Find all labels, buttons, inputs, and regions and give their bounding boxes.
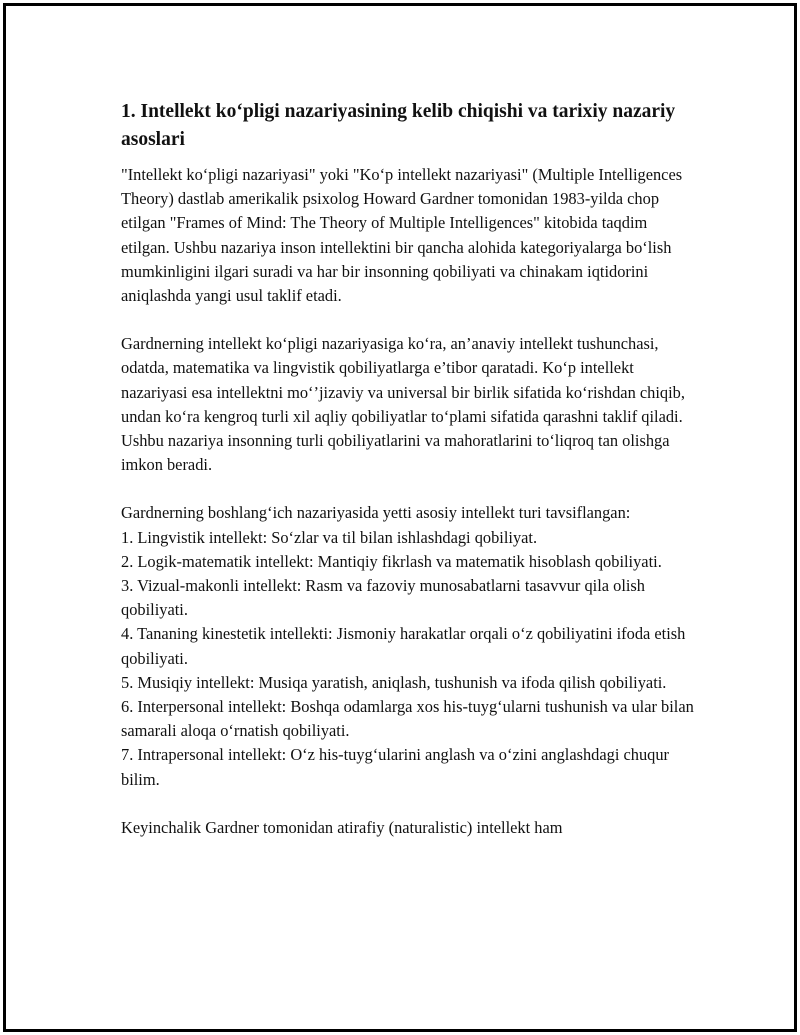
section-heading: 1. Intellekt ko‘pligi nazariyasining kelib chiqishi va tarixiy nazariy asoslari: [121, 101, 676, 150]
page-frame: [3, 3, 797, 1032]
paragraph-naturalistic: Keyinchalik Gardner tomonidan atirafiy (naturalistic) intellekt ham: [121, 817, 563, 837]
list-item-musical: 5. Musiqiy intellekt: Musiqa yaratish, aniqlash, tushunish va ifoda qilish qobiliyati.: [121, 672, 667, 692]
intelligence-types-list: [121, 501, 696, 791]
list-item-interpersonal: 6. Interpersonal intellekt: Boshqa odamlarga xos his-tuyg‘ularni tushunish va ular bilan samarali aloqa o‘rnatish qobiliyati.: [121, 697, 694, 741]
document-content: [121, 98, 696, 840]
paragraph-gardner-theory: Gardnerning intellekt ko‘pligi nazariyasiga ko‘ra, an’anaviy intellekt tushunchasi, odatda, matematika va lingvistik qobiliyatlarga e’tibor qaratadi. Ko‘p intellekt nazariyasi esa intellektni mo‘’jizaviy va universal bir birlik sifatida ko‘rishdan chiqib, undan ko‘ra kengroq turli xil aqliy qobiliyatlar to‘plami sifatida qarashni taklif qiladi. Ushbu nazariya insonning turli qobiliyatlarini va mahoratlarini to‘liqroq tan olishga imkon beradi.: [121, 334, 685, 475]
list-item-visual-spatial: 3. Vizual-makonli intellekt: Rasm va fazoviy munosabatlarni tasavvur qila olish qobiliyati.: [121, 576, 646, 620]
list-intro: Gardnerning boshlang‘ich nazariyasida yetti asosiy intellekt turi tavsiflangan:: [121, 503, 631, 523]
list-item-bodily-kinesthetic: 4. Tananing kinestetik intellekti: Jismoniy harakatlar orqali o‘z qobiliyatini ifoda etish qobiliyati.: [121, 624, 686, 668]
list-item-linguistic: 1. Lingvistik intellekt: So‘zlar va til bilan ishlashdagi qobiliyat.: [121, 527, 538, 547]
list-item-intrapersonal: 7. Intrapersonal intellekt: O‘z his-tuyg‘ularini anglash va o‘zini anglashdagi chuqur bilim.: [121, 745, 670, 789]
paragraph-intro: "Intellekt ko‘pligi nazariyasi" yoki "Ko‘p intellekt nazariyasi" (Multiple Intelligences Theory) dastlab amerikalik psixolog Howard Gardner tomonidan 1983-yilda chop etilgan "Frames of Mind: The Theory of Multiple Intelligences" kitobida taqdim etilgan. Ushbu nazariya inson intellektini bir qancha alohida kategoriyalarga bo‘lish mumkinligini ilgari suradi va har bir insonning qobiliyati va chinakam iqtidorini aniqlashda yangi usul taklif etadi.: [121, 165, 683, 306]
list-item-logical-mathematical: 2. Logik-matematik intellekt: Mantiqiy fikrlash va matematik hisoblash qobiliyati.: [121, 551, 662, 571]
